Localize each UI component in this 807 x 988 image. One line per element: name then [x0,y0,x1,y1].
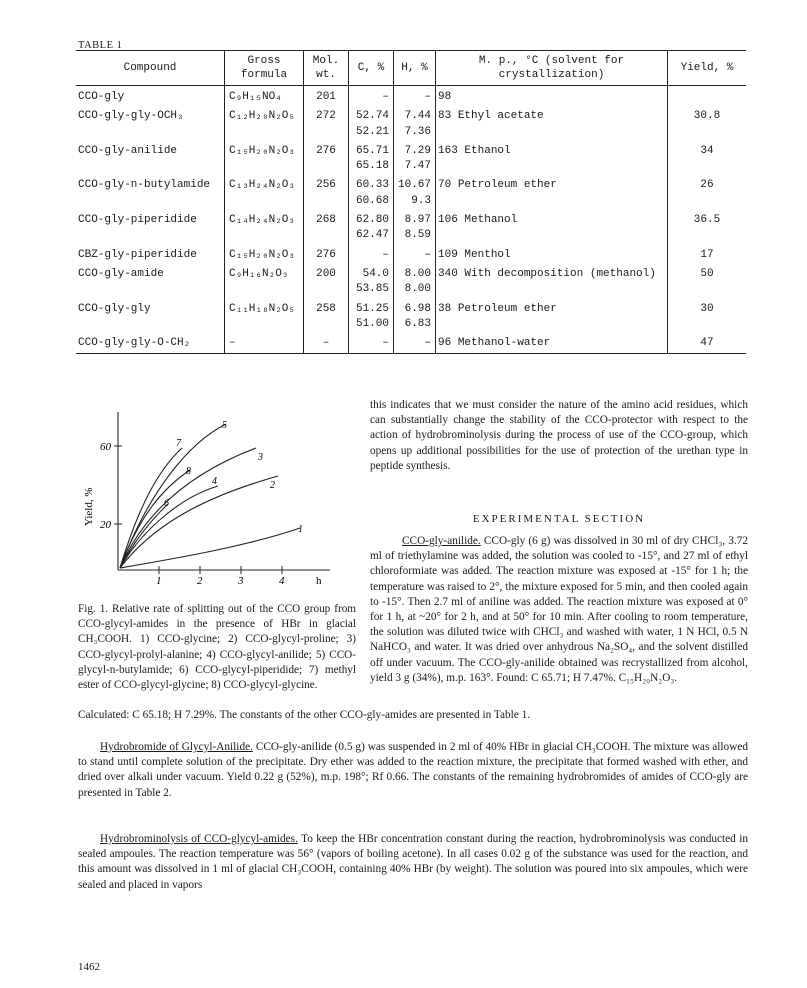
table-cell-yield [668,282,747,297]
header-h: H, % [394,51,436,86]
table-cell-c: 62.47 [349,228,394,243]
table-row [76,159,746,174]
table-1 [76,50,746,354]
figure-caption: Fig. 1. Relative rate of splitting out of the CCO group from CCO-glycyl-amides in the presence of HBr in glacial CH₃COOH. 1) CCO-glycine; 2) CCO-glycyl-proline; 3) CCO-glycyl-prolyl-alanine; 4) CCO-glycyl-anilide; 5) CCO-glycyl-n-butylamide; 6) CCO-glycyl-piperidide; 7) methyl ester of CCO-glycyl-glycine; 8) CCO-glycyl-glycine. [78,603,356,692]
table-cell-h: – [394,86,436,106]
table-cell-molwt [304,228,349,243]
table-cell-compound [76,194,225,209]
table-cell-mp: 163 Ethanol [436,144,668,159]
table-cell-yield [668,317,747,332]
table-cell-mp: 83 Ethyl acetate [436,109,668,124]
table-cell-yield [668,159,747,174]
table-cell-mp: 98 [436,86,668,106]
table-cell-mp: 109 Menthol [436,248,668,263]
table-cell-mp [436,282,668,297]
table-cell-h: 8.59 [394,228,436,243]
table-cell-h: 6.83 [394,317,436,332]
table-cell-yield [668,125,747,140]
table-header-row [76,51,746,86]
table-cell-h: – [394,336,436,354]
table-cell-c: 53.85 [349,282,394,297]
figure-1-plot [78,398,368,588]
table-row [76,248,746,263]
x-tick-label-4: 4 [279,575,285,587]
table-title: TABLE 1 [78,40,123,51]
table-cell-yield [668,86,747,106]
curve-label-1: 1 [298,524,303,535]
table-cell-formula: C₁₅H₂₀N₂O₃ [225,248,304,263]
table-row [76,194,746,209]
exp2-body: CCO-gly-anilide (0.5 g) was suspended in 2 ml of 40% HBr in glacial CH₃COOH. The mixture was allowed to stand until complete solution of the precipitate. Dry ether was added to the reaction mixture, the precipitate that formed washed with ether, and dried over alkali under vacuum. Yield 0.22 g (52%), m.p. 198°; Rf 0.66. The constants of the remaining hydrobromides of amides of CCO-gly are presented in Table 2. [78,741,748,799]
table-cell-formula: C₉H₁₆N₂O₃ [225,267,304,282]
table-row [76,282,746,297]
curve-label-4: 4 [212,476,217,487]
table-row [76,178,746,193]
table-row [76,228,746,243]
table-cell-molwt: 268 [304,213,349,228]
exp3-body: To keep the HBr concentration constant during the reaction, hydrobrominolysis was conducted in sealed ampoules. The reaction temperature was 56° (vapors of boiling acetone). In all cases 0.02 g of the substance was used for the reaction, and this amount was dissolved in 1 ml of glacial CH₃COOH, containing 40% HBr (by weight). The solution was poured into six ampoules, which were sealed and placed in vapors [78,833,748,891]
header-compound: Compound [76,51,225,86]
table-cell-h: 7.44 [394,109,436,124]
header-yield: Yield, % [668,51,747,86]
table-cell-molwt: 256 [304,178,349,193]
curve-4 [120,486,218,568]
curve-label-3: 3 [258,452,263,463]
table-cell-h: 6.98 [394,302,436,317]
table-cell-compound [76,282,225,297]
table-cell-h: 8.00 [394,282,436,297]
table-cell-compound [76,317,225,332]
table-cell-compound: CCO-gly [78,91,125,103]
exp1-tail: Calculated: C 65.18; H 7.29%. The constants of the other CCO-gly-amides are presented in Table 1. [78,709,531,721]
table-cell-formula [225,194,304,209]
table-row [76,213,746,228]
table-cell-mp [436,228,668,243]
table-cell-h: 8.00 [394,267,436,282]
table-cell-c: 60.68 [349,194,394,209]
table-cell-molwt: 276 [304,144,349,159]
table-cell-h: – [394,248,436,263]
table-cell-mp: 106 Methanol [436,213,668,228]
table-cell-c: 60.33 [349,178,394,193]
table-cell-compound [76,228,225,243]
table-cell-molwt: 272 [304,109,349,124]
table-cell-c: – [349,336,394,354]
table-cell-h: 7.29 [394,144,436,159]
table-cell-mp [436,159,668,174]
exp2-heading: Hydrobromide of Glycyl-Anilide. [100,741,253,753]
table-cell-molwt [304,282,349,297]
x-tick-label-1: 1 [156,575,162,587]
table-cell-formula: – [225,336,304,354]
table-cell-molwt [304,194,349,209]
table-row [76,109,746,124]
header-molwt: Mol. wt. [304,51,349,86]
exp3-paragraph [78,832,748,893]
table-cell-yield: 47 [668,336,747,354]
table-cell-mp: 96 Methanol-water [436,336,668,354]
table-row [76,125,746,140]
table-cell-molwt [304,317,349,332]
table-row [76,302,746,317]
curve-label-5: 5 [222,420,227,431]
table-cell-formula [225,317,304,332]
table-cell-mp [436,317,668,332]
table-cell-formula: C₉H₁₅NO₄ [225,86,304,106]
exp3-heading: Hydrobrominolysis of CCO-glycyl-amides. [100,833,298,845]
table-cell-c: 52.74 [349,109,394,124]
table-cell-yield [668,194,747,209]
table-cell-molwt [304,159,349,174]
table-cell-compound: CCO-gly-piperidide [78,214,197,227]
table-cell-c: 52.21 [349,125,394,140]
table-cell-formula: C₁₄H₂₄N₂O₃ [225,213,304,228]
table-cell-yield: 17 [668,248,747,263]
table-cell-molwt: 201 [304,86,349,106]
table-cell-molwt: – [304,336,349,354]
table-cell-c: – [349,248,394,263]
table-cell-compound: CCO-gly-gly-O-CH₂ [76,336,225,354]
table-cell-compound: CCO-gly-n-butylamide [78,179,211,192]
table-row [76,317,746,332]
section-title: EXPERIMENTAL SECTION [472,513,646,525]
table-cell-mp [436,125,668,140]
intro-paragraph: this indicates that we must consider the nature of the amino acid residues, which can substantially change the stability of the CCO-protector with respect to the action of hydrobrominolysis during the process of use of the CCO-group, which opens up additional possibilities for the use of protection of the urethan type in peptide synthesis. [370,399,748,472]
table-cell-molwt: 276 [304,248,349,263]
header-formula: Gross formula [225,51,304,86]
table-cell-molwt: 200 [304,267,349,282]
table-cell-compound [76,159,225,174]
table-cell-compound [76,125,225,140]
table-cell-formula: C₁₃H₂₄N₂O₃ [225,178,304,193]
table-cell-h: 7.36 [394,125,436,140]
table-cell-yield: 30 [668,302,747,317]
table-cell-c: – [349,86,394,106]
curve-label-7: 7 [176,438,181,449]
table-cell-compound: CCO-gly-amide [78,267,164,280]
table-cell-mp: 340 With decomposition (methanol) [436,267,668,282]
table-cell-mp: 70 Petroleum ether [436,178,668,193]
exp2-paragraph [78,740,748,801]
page-number: 1462 [78,961,100,973]
table-cell-yield: 50 [668,267,747,282]
curve-label-2: 2 [270,480,275,491]
exp1-heading: CCO-gly-anilide. [402,535,481,547]
table-cell-formula: C₁₅H₂₀N₂O₃ [225,144,304,159]
table-cell-h: 9.3 [394,194,436,209]
curve-8 [120,470,190,568]
table-cell-compound: CBZ-gly-piperidide [78,248,197,261]
table-cell-mp: 38 Petroleum ether [436,302,668,317]
y-tick-label-20: 20 [100,519,111,531]
table-cell-formula: C₁₂H₂₀N₂O₅ [225,109,304,124]
table-row [76,86,746,106]
curve-1 [120,528,300,568]
table-row [76,336,746,354]
table-row [76,144,746,159]
table-cell-h: 10.67 [394,178,436,193]
table-cell-formula [225,159,304,174]
table-cell-molwt: 258 [304,302,349,317]
table-cell-yield: 34 [668,144,747,159]
y-axis-label: Yield, % [83,487,95,526]
table-cell-molwt [304,125,349,140]
table-cell-formula [225,228,304,243]
table-cell-h: 8.97 [394,213,436,228]
y-tick-label-60: 60 [100,441,111,453]
table-row [76,267,746,282]
table-cell-yield: 36.5 [668,213,747,228]
table-cell-c: 51.25 [349,302,394,317]
x-tick-label-2: 2 [197,575,203,587]
table-cell-c: 65.18 [349,159,394,174]
header-c: C, % [349,51,394,86]
table-cell-mp [436,194,668,209]
table-cell-c: 65.71 [349,144,394,159]
header-mp: M. p., °C (solvent for crystallization) [436,51,668,86]
table-cell-c: 51.00 [349,317,394,332]
x-tick-label-3: 3 [238,575,244,587]
table-cell-c: 62.80 [349,213,394,228]
table-cell-yield: 26 [668,178,747,193]
x-axis-label: h [316,575,322,587]
exp1-body: CCO-gly (6 g) was dissolved in 30 ml of dry CHCl₃, 3.72 ml of triethylamine was added, the solution was cooled to -15°, and 27 ml of ethyl chloroformiate was added. The reaction mixture was exposed at -15° for 1 h; the temperature was raised to 2°, the mixture exposed for 5 min, and then cooled again to -15°. Then 2.7 ml of aniline was added. The reaction mixture was exposed at 0° for 1 h, at ~20° for 2 h, and at 50° for 10 min. After cooling to room temperature, the solution was diluted twice with CHCl₃ and washed with water, 1 N HCl, 0.5 N NaHCO₃ and water. It was dried over anhydrous Na₂SO₄, and the solvent distilled off under vacuum. The CCO-gly-anilide obtained was recrystallized from alcohol, yield 3 g (34%), m.p. 163°. Found: C 65.71; H 7.47%. C₁₅H₂₀N₂O₃. [370,535,748,684]
table-cell-compound: CCO-gly-gly-OCH₃ [78,110,184,123]
table-cell-formula [225,282,304,297]
table-cell-yield [668,228,747,243]
table-cell-h: 7.47 [394,159,436,174]
table-cell-formula: C₁₁H₁₈N₂O₅ [225,302,304,317]
curve-label-6: 6 [164,498,169,509]
table-cell-formula [225,125,304,140]
table-cell-compound: CCO-gly-anilide [78,144,178,157]
exp1-paragraph [370,534,748,686]
table-cell-c: 54.0 [349,267,394,282]
curve-label-8: 8 [186,466,191,477]
table-cell-compound: CCO-gly-gly [78,302,151,315]
table-cell-yield: 30.8 [668,109,747,124]
